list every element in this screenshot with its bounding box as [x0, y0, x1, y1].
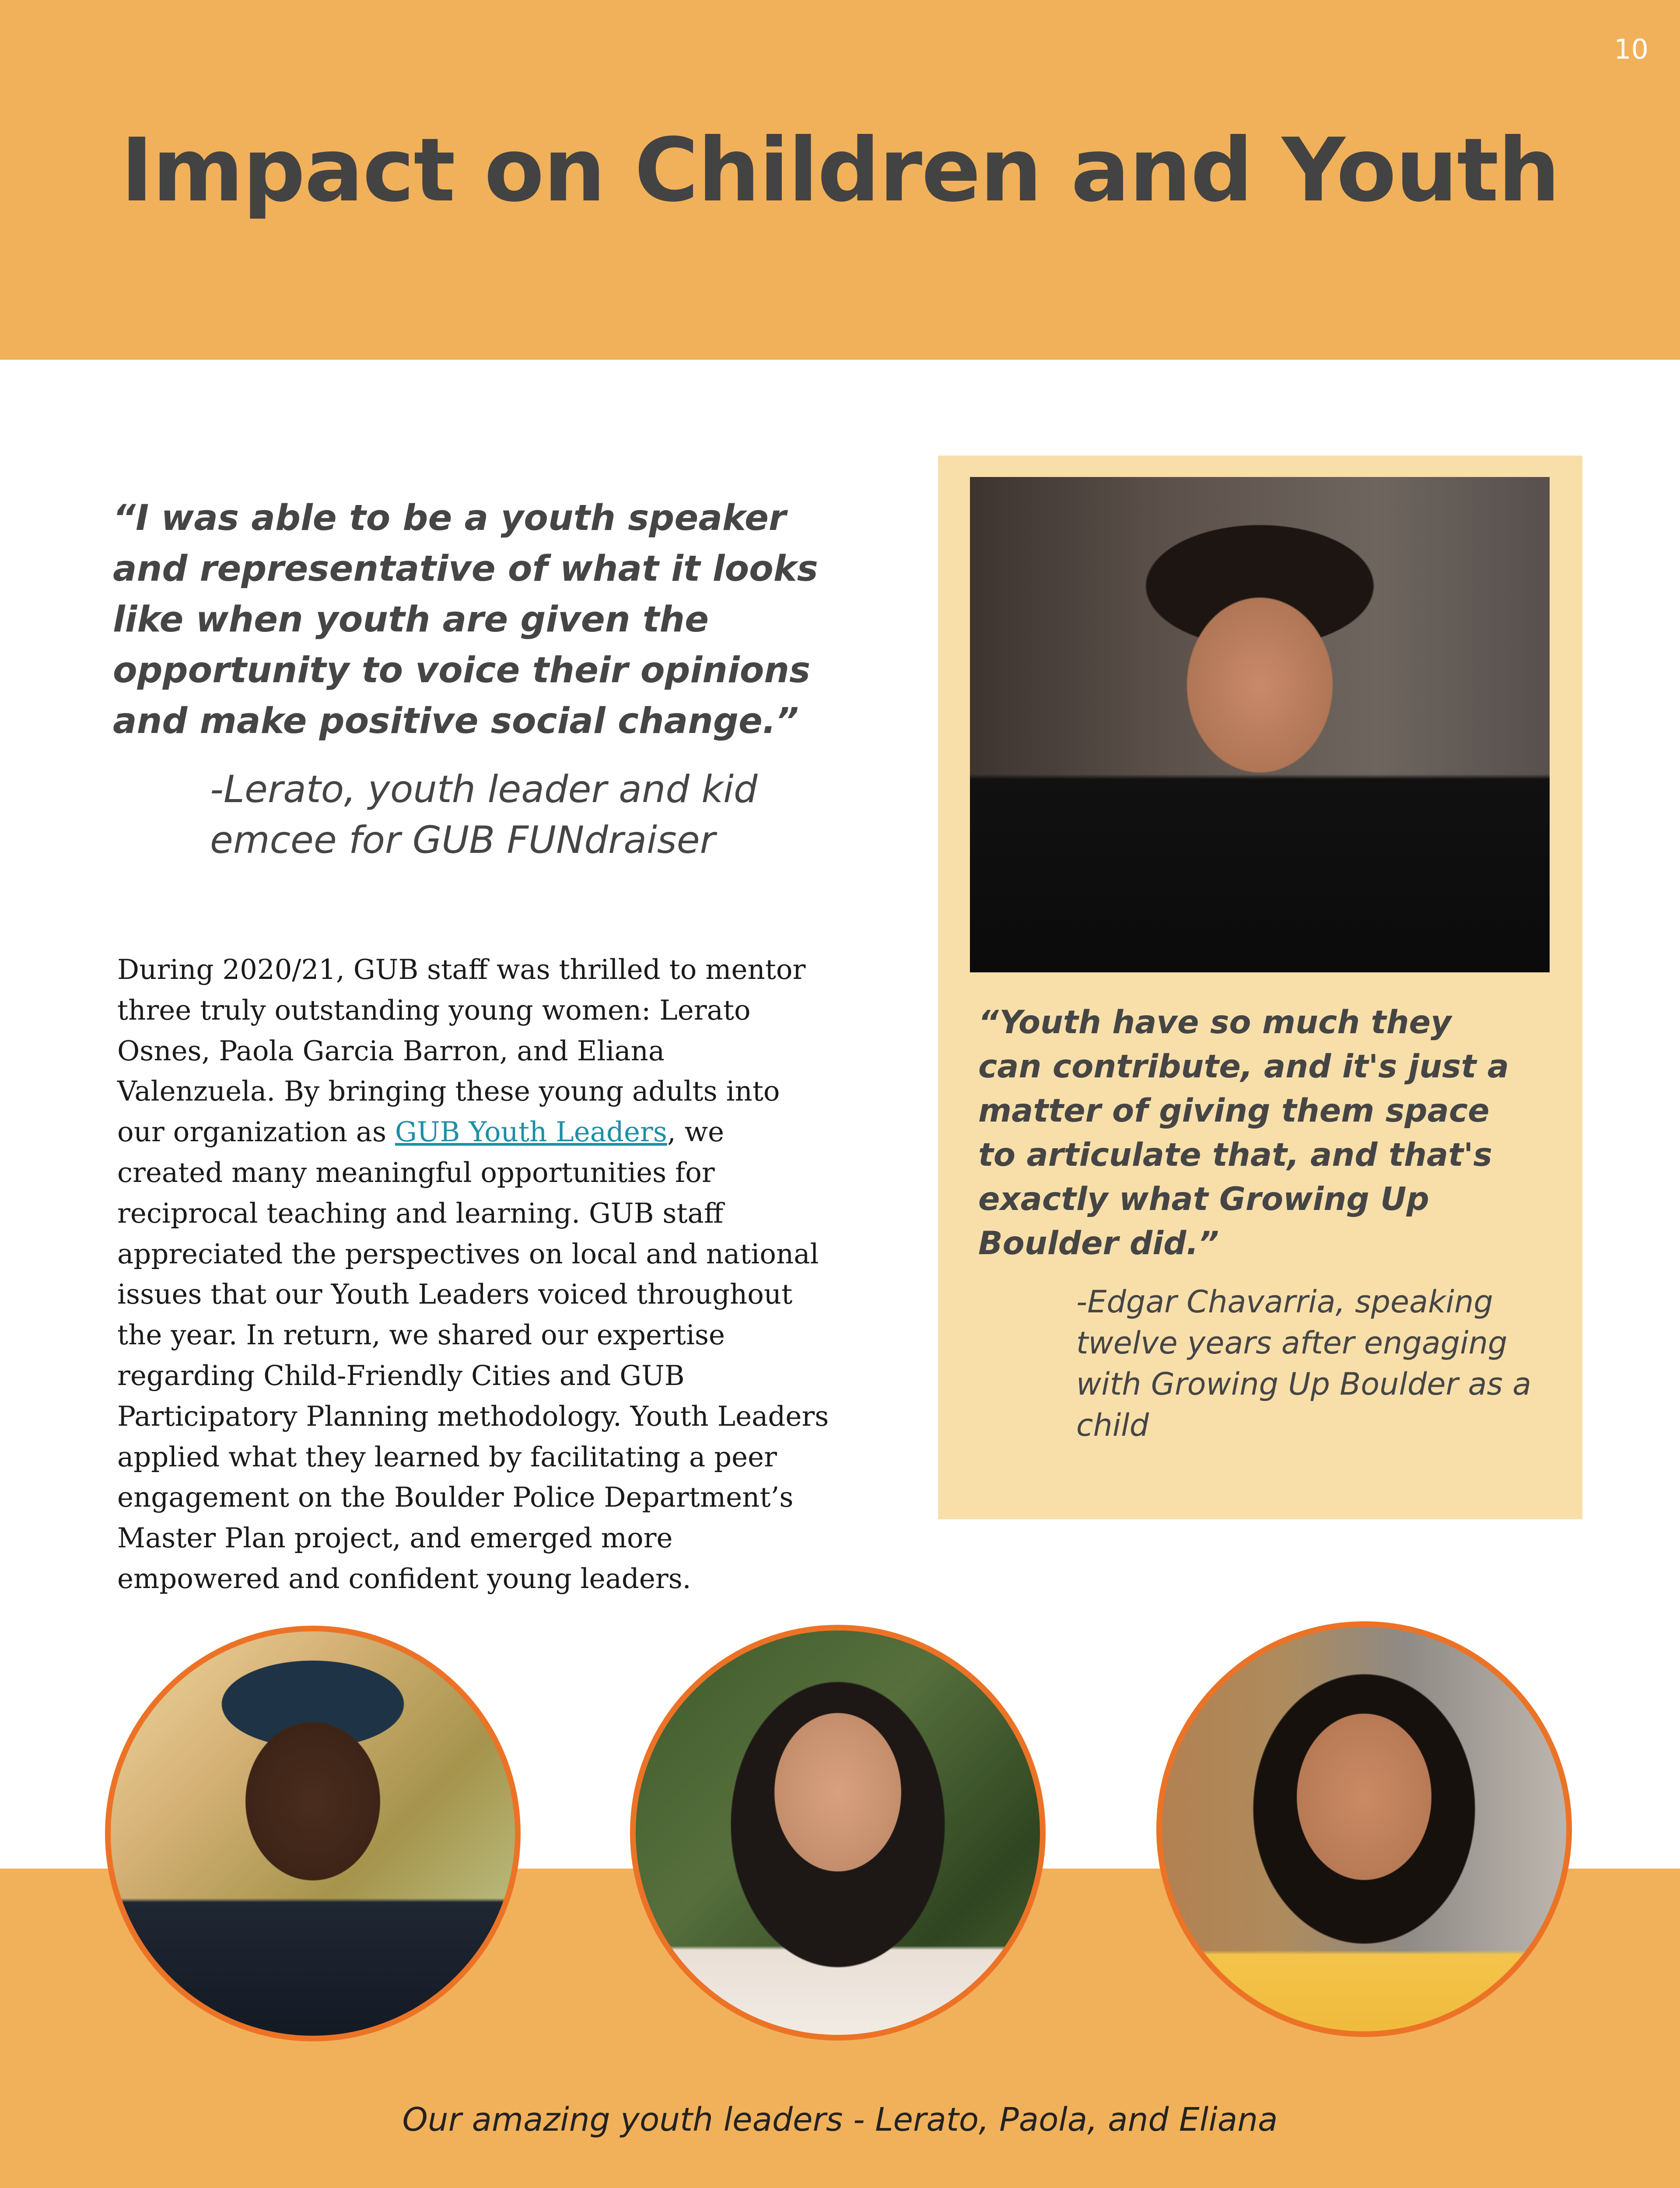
body-text-after-link: , we created many meaningful opportunities for reciprocal teaching and learning. GUB staff appreciated the perspectives on local and national issues that our Youth Leaders voiced throughout the year. In return, we shared our expertise regarding Child-Friendly Cities and GUB Participatory Planning methodology. Youth Leaders applied what they learned by facilitating a peer engagement on the Boulder Police Department’s Master Plan project, and emerged more empowered and confident young leaders.: [117, 1116, 829, 1595]
portrait-eliana: [1156, 1621, 1572, 2037]
body-text-before-link: During 2020/21, GUB staff was thrilled to mentor three truly outstanding young women: Lerato Osnes, Paola Garcia Barron, and Eliana Valenzuela. By bringing these young adults into our organization as: [117, 954, 806, 1148]
edgar-photo: [970, 477, 1550, 972]
sidebar-quote-attribution: -Edgar Chavarria, speaking twelve years after engaging with Growing Up Boulder as a child: [1076, 1284, 1531, 1443]
main-quote-attribution: -Lerato, youth leader and kid emcee for GUB FUNdraiser: [210, 768, 758, 862]
page-title: Impact on Children and Youth: [120, 119, 1560, 221]
photo-caption: Our amazing youth leaders - Lerato, Paola, and Eliana: [402, 2101, 1278, 2139]
gub-youth-leaders-link[interactable]: GUB Youth Leaders: [395, 1116, 667, 1148]
page-number: 10: [1614, 33, 1648, 65]
sidebar-quote: “Youth have so much they can contribute, and it's just a matter of giving them space to articulate that, and that's exactly what Growing Up Boulder did.”: [978, 1004, 1509, 1262]
main-quote: “I was able to be a youth speaker and representative of what it looks like when youth are given the opportunity to voice their opinions and make positive social change.”: [113, 498, 818, 742]
portrait-paola: [630, 1625, 1046, 2041]
portrait-lerato: [105, 1626, 521, 2041]
body-paragraph: [117, 950, 830, 1599]
